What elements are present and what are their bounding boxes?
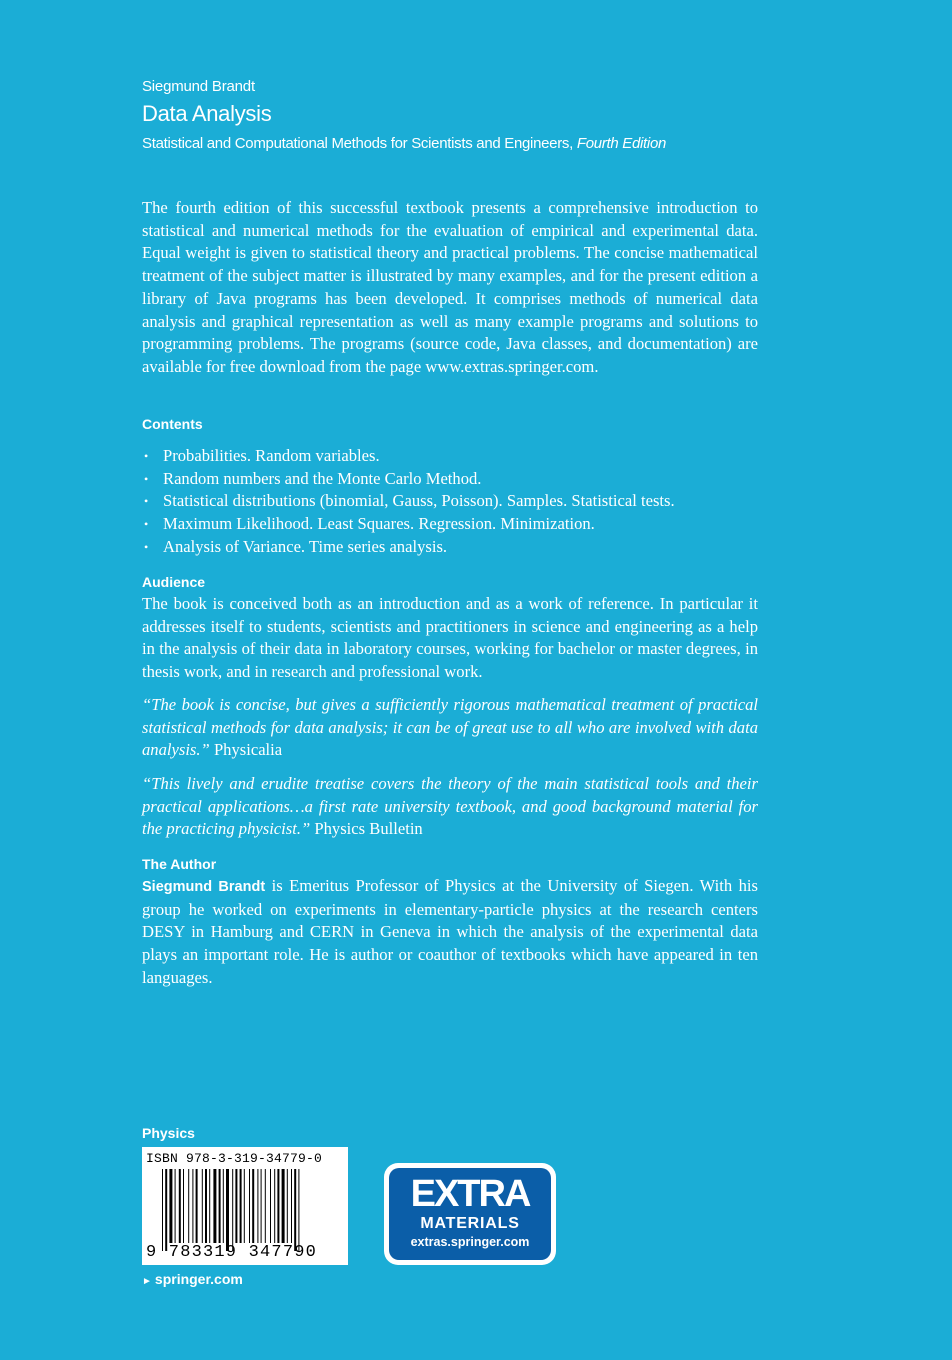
- barcode-bar: [252, 1169, 254, 1243]
- list-item: • Analysis of Variance. Time series analysis.: [142, 536, 758, 559]
- barcode-bar: [183, 1169, 184, 1243]
- barcode-bar: [205, 1169, 207, 1243]
- quote-source: Physicalia: [213, 740, 283, 760]
- contents-list: [142, 445, 758, 559]
- extra-materials-logo: [389, 1168, 551, 1260]
- isbn-barcode: [142, 1147, 348, 1265]
- quote-text: “The book is concise, but gives a sufficiently rigorous mathematical treatment of practical statistical methods for data analysis; it can be of great use to all who are involved with data analysis.”: [142, 695, 758, 760]
- barcode-bar: [169, 1169, 172, 1243]
- barcode-bar: [291, 1169, 292, 1243]
- book-subtitle: [142, 135, 666, 152]
- barcode-bar: [202, 1169, 203, 1243]
- barcode-bar: [270, 1169, 271, 1243]
- barcode-bar: [298, 1169, 299, 1251]
- subtitle-text: Statistical and Computational Methods for Scientists and Engineers,: [142, 135, 573, 152]
- barcode-bar: [209, 1169, 210, 1243]
- barcode-bar: [192, 1169, 193, 1243]
- edition-text: Fourth Edition: [576, 135, 667, 152]
- barcode-bar: [226, 1169, 229, 1251]
- list-item: • Random numbers and the Monte Carlo Method.: [142, 468, 758, 491]
- materials-word: MATERIALS: [420, 1215, 520, 1232]
- audience-heading: Audience: [142, 574, 206, 590]
- barcode-bar: [274, 1169, 275, 1243]
- barcode-bar: [244, 1169, 245, 1243]
- springer-link-text: springer.com: [154, 1271, 243, 1287]
- barcode-bar: [240, 1169, 242, 1243]
- author-heading: The Author: [142, 856, 217, 872]
- review-quote: [142, 773, 758, 841]
- list-item: • Statistical distributions (binomial, Gauss, Poisson). Samples. Statistical tests.: [142, 490, 758, 513]
- barcode-bar: [235, 1169, 237, 1243]
- author-name: Siegmund Brandt: [142, 78, 255, 95]
- author-bio-name: Siegmund Brandt: [142, 879, 266, 895]
- arrow-right-icon: ►: [142, 1276, 152, 1287]
- extra-word: EXTRA: [410, 1173, 530, 1215]
- contents-heading: Contents: [142, 416, 203, 432]
- barcode-bar: [232, 1169, 233, 1251]
- barcode-bar: [219, 1169, 221, 1243]
- barcode-bar: [196, 1169, 198, 1243]
- barcode-bar: [175, 1169, 176, 1243]
- list-item: • Probabilities. Random variables.: [142, 445, 758, 468]
- barcode-bar: [294, 1169, 296, 1251]
- barcode-bar: [162, 1169, 163, 1251]
- extra-materials-badge[interactable]: [384, 1163, 556, 1265]
- extra-url: extras.springer.com: [410, 1235, 530, 1249]
- intro-paragraph: The fourth edition of this successful textbook presents a comprehensive introduction to statistical and numerical methods for the evaluation of empirical and experimental data. Equal weight is given to statistical theory and practical problems. The concise mathematical treatment of the subject matter is illustrated by many examples, and for the present edition a library of Java programs has been developed. It comprises methods of numerical data analysis and graphical representation as well as many example programs and solutions to programming problems. The programs (source code, Java classes, and documentation) are available for free download from the page www.extras.springer.com.: [142, 198, 758, 376]
- review-quote: [142, 694, 758, 762]
- barcode-bar: [282, 1169, 285, 1243]
- barcode-bar: [213, 1169, 216, 1243]
- barcode-bar: [265, 1169, 266, 1243]
- author-bio: [142, 875, 758, 990]
- springer-link[interactable]: [142, 1271, 243, 1287]
- barcode-bar: [287, 1169, 288, 1243]
- quote-text: “This lively and erudite treatise covers the theory of the main statistical tools and their practical applications…a first rate university textbook, and good background material for the practicing physicist.”: [142, 774, 758, 839]
- audience-paragraph: The book is conceived both as an introduction and as a work of reference. In particular it addresses itself to students, scientists and practitioners in science and engineering as a help in the analysis of their data in laboratory courses, working for bachelor or master degrees, in thesis work, and in research and professional work.: [142, 594, 758, 682]
- barcode-bar: [188, 1169, 189, 1243]
- barcode-bar: [261, 1169, 262, 1243]
- quote-source: Physics Bulletin: [314, 819, 423, 839]
- barcode-bar: [165, 1169, 167, 1251]
- barcode-digits: 9 783319 347790: [146, 1243, 318, 1262]
- list-item: • Maximum Likelihood. Least Squares. Regression. Minimization.: [142, 513, 758, 536]
- book-title: Data Analysis: [142, 101, 272, 126]
- barcode-bar: [179, 1169, 181, 1243]
- barcode-bar: [257, 1169, 258, 1243]
- author-bio-text: is Emeritus Professor of Physics at the University of Siegen. With his group he worked on experiments in elementary-particle physics at the research centers DESY in Hamburg and CERN in Geneva in which the analysis of the experimental data plays an important role. He is author or coauthor of textbooks which have appeared in ten languages.: [142, 876, 758, 987]
- subject-category: Physics: [142, 1125, 195, 1141]
- isbn-label: ISBN 978-3-319-34779-0: [146, 1151, 323, 1166]
- barcode-bar: [249, 1169, 250, 1243]
- barcode-bar: [277, 1169, 279, 1243]
- barcode-bar: [223, 1169, 224, 1243]
